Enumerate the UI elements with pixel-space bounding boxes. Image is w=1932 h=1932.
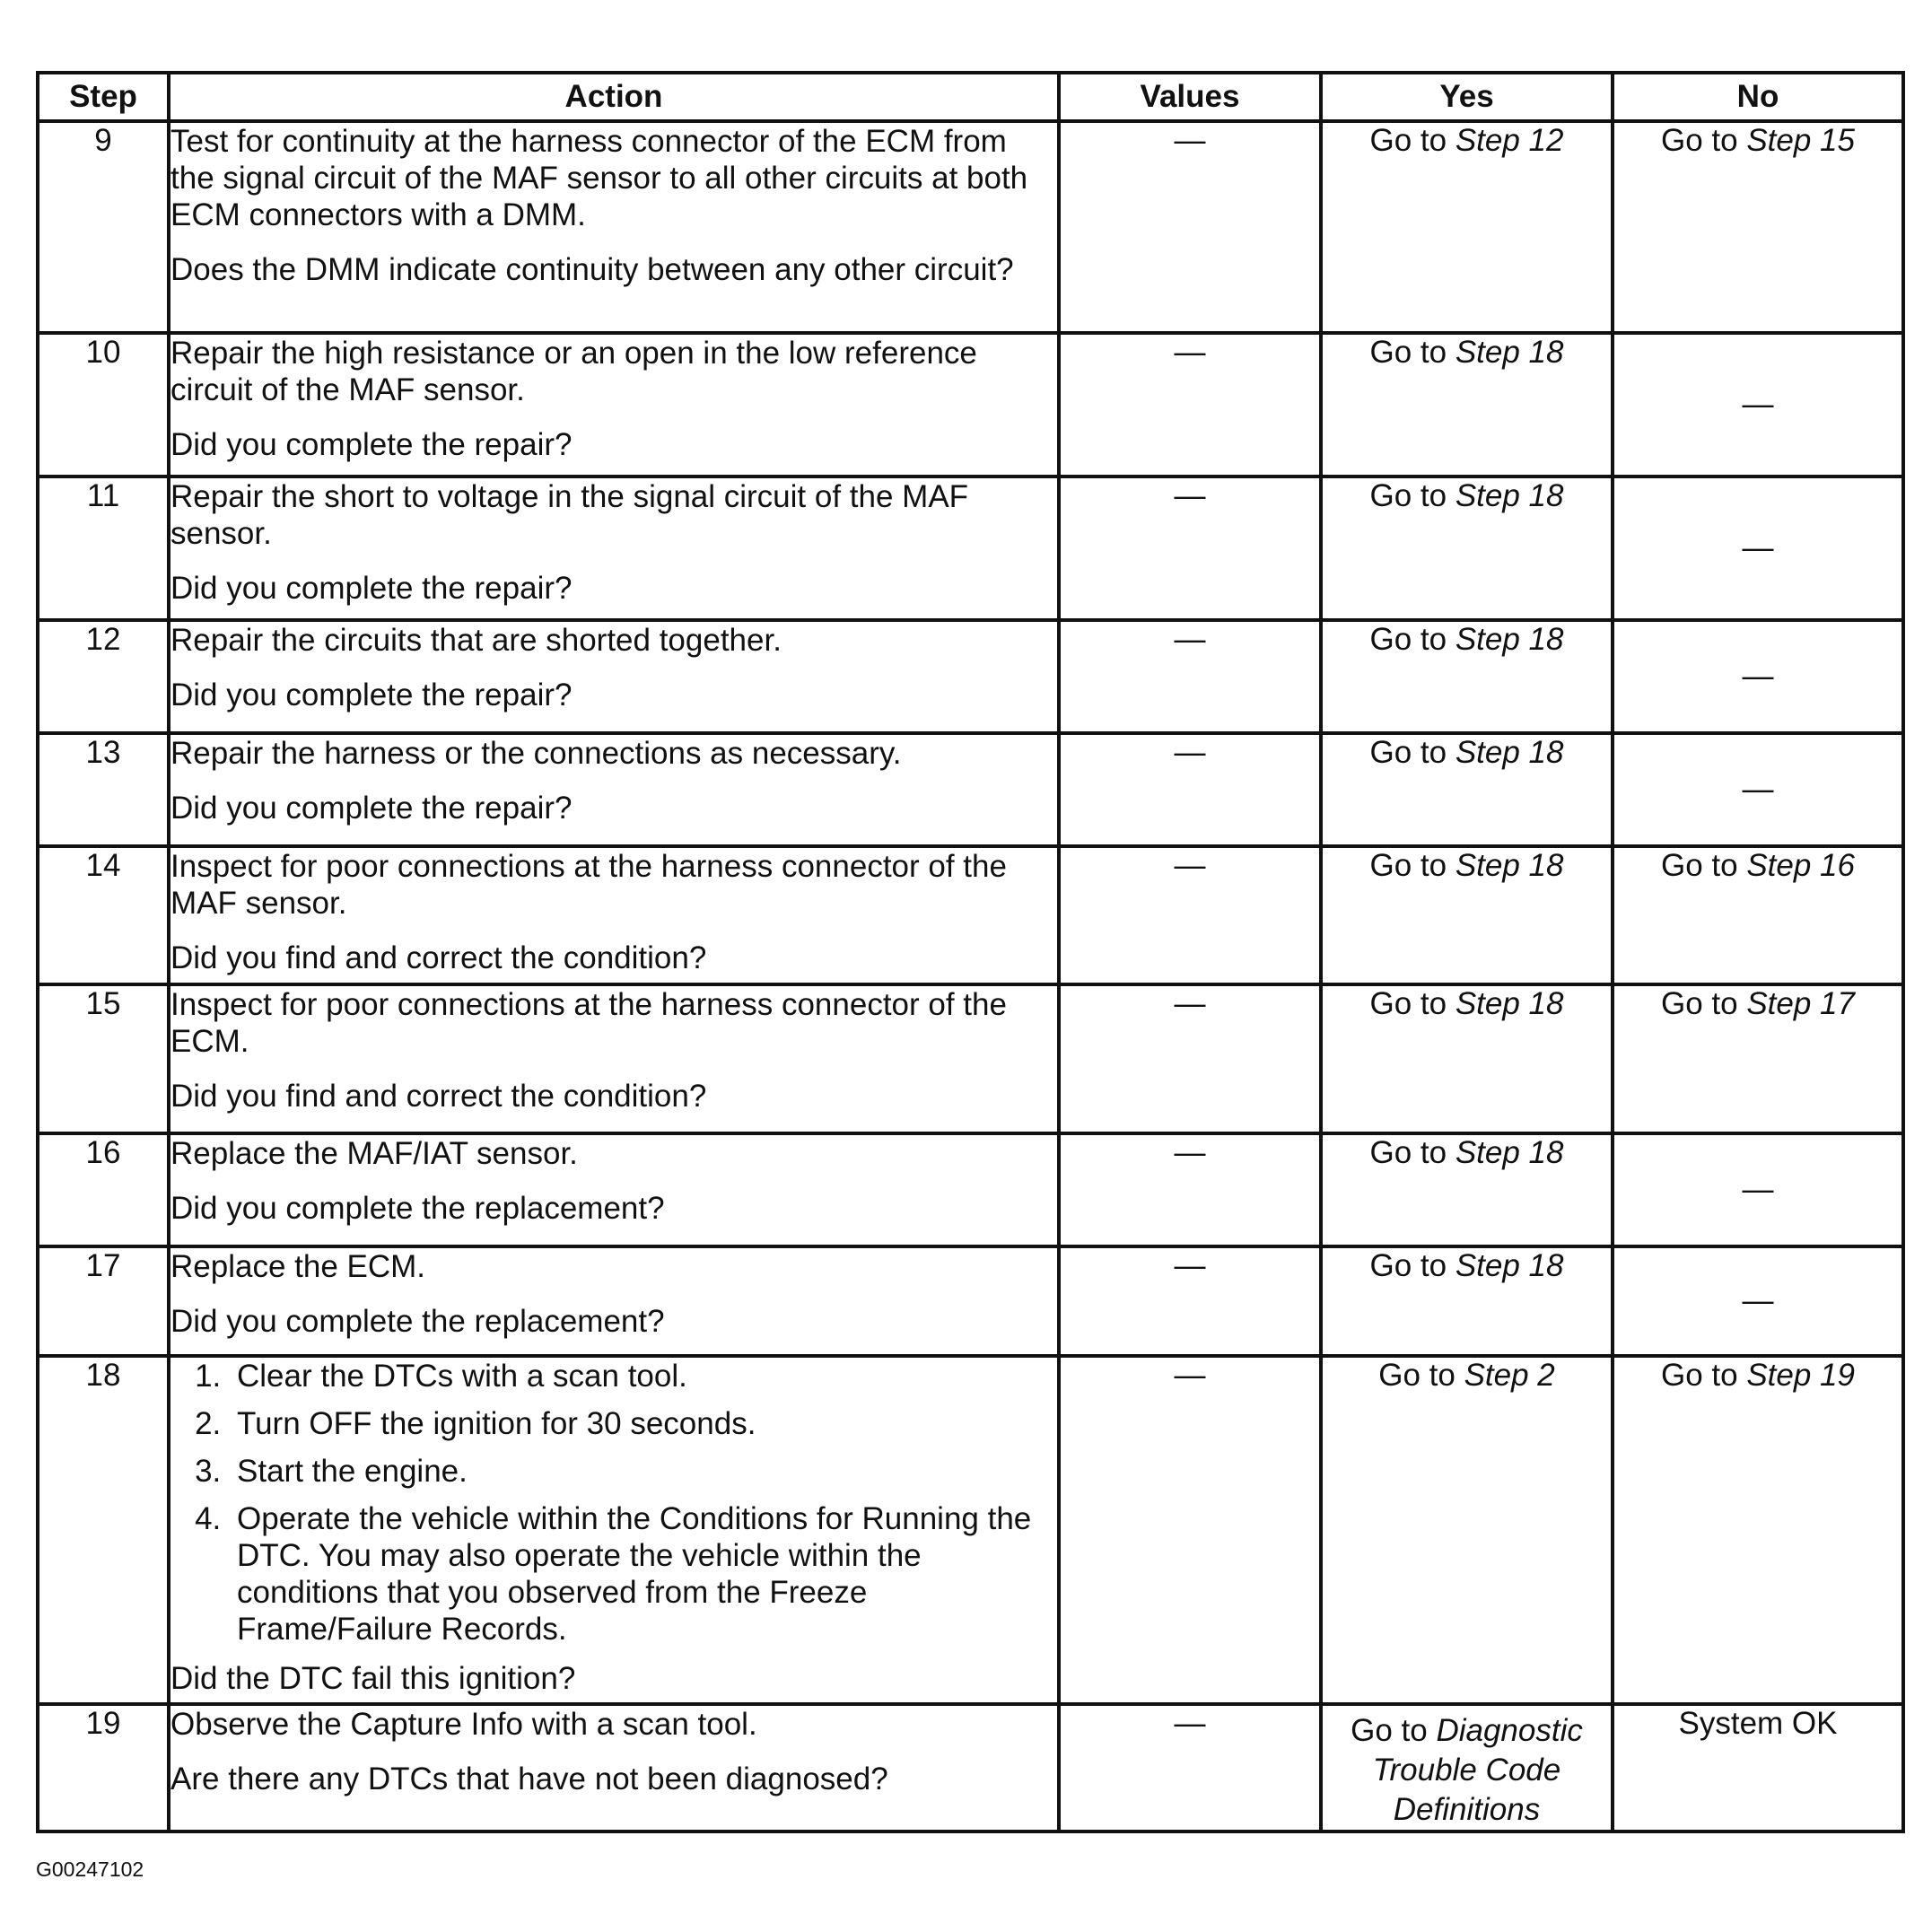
- step-number: 19: [38, 1704, 169, 1831]
- yes-cell-prefix: Go to: [1369, 335, 1456, 370]
- action-question: Did you complete the replacement?: [170, 1304, 665, 1339]
- table-row: [38, 984, 1903, 1133]
- no-cell: [1613, 733, 1903, 846]
- action-text: Repair the high resistance or an open in the low reference circuit of the MAF sensor.: [170, 336, 977, 407]
- no-cell-prefix: Go to: [1661, 1358, 1747, 1393]
- yes-cell: [1321, 846, 1613, 984]
- yes-cell-prefix: Go to: [1369, 1248, 1456, 1283]
- action-step-item: 2. Turn OFF the ignition for 30 seconds.: [230, 1405, 1057, 1442]
- no-cell: [1613, 1704, 1903, 1831]
- action-cell: [169, 1246, 1059, 1356]
- no-cell: [1613, 1356, 1903, 1704]
- values-cell: —: [1059, 1356, 1321, 1704]
- table-row: [38, 476, 1903, 620]
- yes-cell-link[interactable]: [1323, 1248, 1611, 1284]
- no-cell-target: Step 15: [1746, 123, 1855, 158]
- table-row: [38, 1356, 1903, 1704]
- yes-cell-link[interactable]: [1323, 1358, 1611, 1394]
- yes-cell-prefix: Go to: [1369, 123, 1456, 158]
- yes-cell-target: Step 18: [1455, 735, 1564, 770]
- no-cell-text: —: [1742, 659, 1774, 694]
- yes-cell-target: Step 18: [1455, 848, 1564, 883]
- no-cell: [1613, 620, 1903, 733]
- action-cell: [169, 121, 1059, 333]
- no-cell: [1613, 476, 1903, 620]
- yes-cell-prefix: Go to: [1369, 986, 1456, 1021]
- no-cell-link[interactable]: [1614, 986, 1901, 1022]
- yes-cell-link[interactable]: [1323, 335, 1611, 371]
- yes-cell-prefix: Go to: [1378, 1358, 1464, 1393]
- yes-cell-target: Diagnostic Trouble Code Definitions: [1372, 1713, 1583, 1827]
- no-cell: [1613, 1133, 1903, 1246]
- values-cell: —: [1059, 620, 1321, 733]
- values-cell: —: [1059, 1246, 1321, 1356]
- no-cell-prefix: Go to: [1661, 986, 1747, 1021]
- values-cell: —: [1059, 846, 1321, 984]
- action-text: Inspect for poor connections at the harness connector of the ECM.: [170, 987, 1007, 1059]
- yes-cell-prefix: Go to: [1369, 848, 1456, 883]
- table-row: [38, 733, 1903, 846]
- yes-cell-target: Step 18: [1455, 1248, 1564, 1283]
- no-cell-target: Step 19: [1746, 1358, 1855, 1393]
- step-number: 18: [38, 1356, 169, 1704]
- values-cell: —: [1059, 1704, 1321, 1831]
- action-cell: [169, 333, 1059, 476]
- no-cell-prefix: Go to: [1661, 123, 1747, 158]
- no-cell: [1613, 846, 1903, 984]
- action-question: Did you complete the repair?: [170, 791, 573, 826]
- table-row: [38, 1246, 1903, 1356]
- values-cell: —: [1059, 476, 1321, 620]
- no-cell-text: —: [1742, 1172, 1774, 1207]
- step-number: 14: [38, 846, 169, 984]
- no-cell-text: System OK: [1678, 1706, 1838, 1741]
- action-cell: [169, 476, 1059, 620]
- no-cell: [1613, 984, 1903, 1133]
- no-cell-text: —: [1742, 387, 1774, 422]
- action-text: Replace the MAF/IAT sensor.: [170, 1136, 578, 1171]
- yes-cell: [1321, 1133, 1613, 1246]
- values-cell: —: [1059, 121, 1321, 333]
- values-cell: —: [1059, 1133, 1321, 1246]
- yes-cell: [1321, 476, 1613, 620]
- yes-cell-target: Step 18: [1455, 986, 1564, 1021]
- table-row: [38, 121, 1903, 333]
- action-text: Inspect for poor connections at the harness connector of the MAF sensor.: [170, 849, 1007, 921]
- values-cell: —: [1059, 733, 1321, 846]
- table-row: [38, 620, 1903, 733]
- yes-cell-link[interactable]: [1323, 986, 1611, 1022]
- action-text: Test for continuity at the harness connector of the ECM from the signal circuit of the MAF sensor to all other circuits at both ECM connectors with a DMM.: [170, 124, 1028, 232]
- no-cell: [1613, 1246, 1903, 1356]
- no-cell-target: Step 16: [1746, 848, 1855, 883]
- figure-id: G00247102: [36, 1858, 144, 1881]
- table-row: [38, 333, 1903, 476]
- yes-cell-link[interactable]: [1323, 123, 1611, 159]
- no-cell-link[interactable]: [1614, 848, 1901, 884]
- no-cell-text: —: [1742, 530, 1774, 565]
- table-row: [38, 1133, 1903, 1246]
- yes-cell: [1321, 1246, 1613, 1356]
- yes-cell-prefix: Go to: [1351, 1713, 1437, 1748]
- header-step: Step: [38, 73, 169, 121]
- no-cell-text: —: [1742, 772, 1774, 807]
- table-body: [38, 121, 1903, 1831]
- yes-cell-link[interactable]: [1323, 478, 1611, 514]
- header-action: Action: [169, 73, 1059, 121]
- yes-cell: [1321, 121, 1613, 333]
- no-cell-prefix: Go to: [1661, 848, 1747, 883]
- yes-cell: [1321, 1356, 1613, 1704]
- action-step-item: 3. Start the engine.: [230, 1453, 1057, 1490]
- step-number: 13: [38, 733, 169, 846]
- action-steps-list: [170, 1358, 1057, 1648]
- action-cell: [169, 620, 1059, 733]
- yes-cell: [1321, 620, 1613, 733]
- action-step-item: 1. Clear the DTCs with a scan tool.: [230, 1358, 1057, 1394]
- step-number: 12: [38, 620, 169, 733]
- action-text: Repair the short to voltage in the signal circuit of the MAF sensor.: [170, 479, 969, 551]
- no-cell: [1613, 333, 1903, 476]
- yes-cell-target: Step 18: [1455, 478, 1564, 513]
- yes-cell-link[interactable]: [1323, 848, 1611, 884]
- header-row: [38, 73, 1903, 121]
- header-yes: Yes: [1321, 73, 1613, 121]
- yes-cell-prefix: Go to: [1369, 735, 1456, 770]
- action-text: Repair the circuits that are shorted together.: [170, 623, 782, 658]
- no-cell-text: —: [1742, 1283, 1774, 1318]
- header-values: Values: [1059, 73, 1321, 121]
- yes-cell-prefix: Go to: [1369, 478, 1456, 513]
- action-question: Did you find and correct the condition?: [170, 940, 707, 975]
- action-cell: [169, 846, 1059, 984]
- step-number: 9: [38, 121, 169, 333]
- yes-cell-target: Step 18: [1455, 622, 1564, 657]
- action-cell: [169, 1704, 1059, 1831]
- action-cell: [169, 1133, 1059, 1246]
- action-question: Did the DTC fail this ignition?: [170, 1661, 576, 1696]
- action-question: Did you complete the repair?: [170, 678, 573, 712]
- values-cell: —: [1059, 333, 1321, 476]
- step-number: 17: [38, 1246, 169, 1356]
- action-question: Did you complete the repair?: [170, 571, 573, 606]
- action-cell: [169, 1356, 1059, 1704]
- yes-cell: [1321, 984, 1613, 1133]
- yes-cell-target: Step 12: [1455, 123, 1564, 158]
- step-number: 15: [38, 984, 169, 1133]
- action-cell: [169, 984, 1059, 1133]
- table-row: [38, 1704, 1903, 1831]
- step-number: 10: [38, 333, 169, 476]
- action-question: Are there any DTCs that have not been diagnosed?: [170, 1762, 888, 1796]
- values-cell: —: [1059, 984, 1321, 1133]
- action-text: Observe the Capture Info with a scan tool.: [170, 1707, 757, 1742]
- step-number: 11: [38, 476, 169, 620]
- action-question: Did you complete the replacement?: [170, 1191, 665, 1226]
- yes-cell-link[interactable]: [1323, 735, 1611, 771]
- table-row: [38, 846, 1903, 984]
- action-cell: [169, 733, 1059, 846]
- yes-cell-target: Step 2: [1464, 1358, 1555, 1393]
- yes-cell-link[interactable]: [1323, 622, 1611, 658]
- yes-cell: [1321, 333, 1613, 476]
- yes-cell-prefix: Go to: [1369, 622, 1456, 657]
- yes-cell-prefix: Go to: [1369, 1135, 1456, 1170]
- diagnostic-table: [36, 71, 1905, 1833]
- yes-cell-target: Step 18: [1455, 335, 1564, 370]
- yes-cell-link[interactable]: [1323, 1135, 1611, 1171]
- yes-cell-link[interactable]: [1323, 1711, 1611, 1830]
- action-question: Does the DMM indicate continuity between any other circuit?: [170, 252, 1014, 287]
- yes-cell: [1321, 1704, 1613, 1831]
- no-cell-link[interactable]: [1614, 123, 1901, 159]
- no-cell: [1613, 121, 1903, 333]
- yes-cell: [1321, 733, 1613, 846]
- yes-cell-target: Step 18: [1455, 1135, 1564, 1170]
- action-question: Did you complete the repair?: [170, 427, 573, 462]
- action-text: Repair the harness or the connections as necessary.: [170, 736, 902, 771]
- step-number: 16: [38, 1133, 169, 1246]
- action-step-item: 4. Operate the vehicle within the Conditions for Running the DTC. You may also operate the vehicle within the conditions that you observed from the Freeze Frame/Failure Records.: [230, 1500, 1057, 1648]
- action-question: Did you find and correct the condition?: [170, 1079, 707, 1114]
- action-text: Replace the ECM.: [170, 1249, 426, 1284]
- header-no: No: [1613, 73, 1903, 121]
- no-cell-link[interactable]: [1614, 1358, 1901, 1394]
- no-cell-target: Step 17: [1746, 986, 1855, 1021]
